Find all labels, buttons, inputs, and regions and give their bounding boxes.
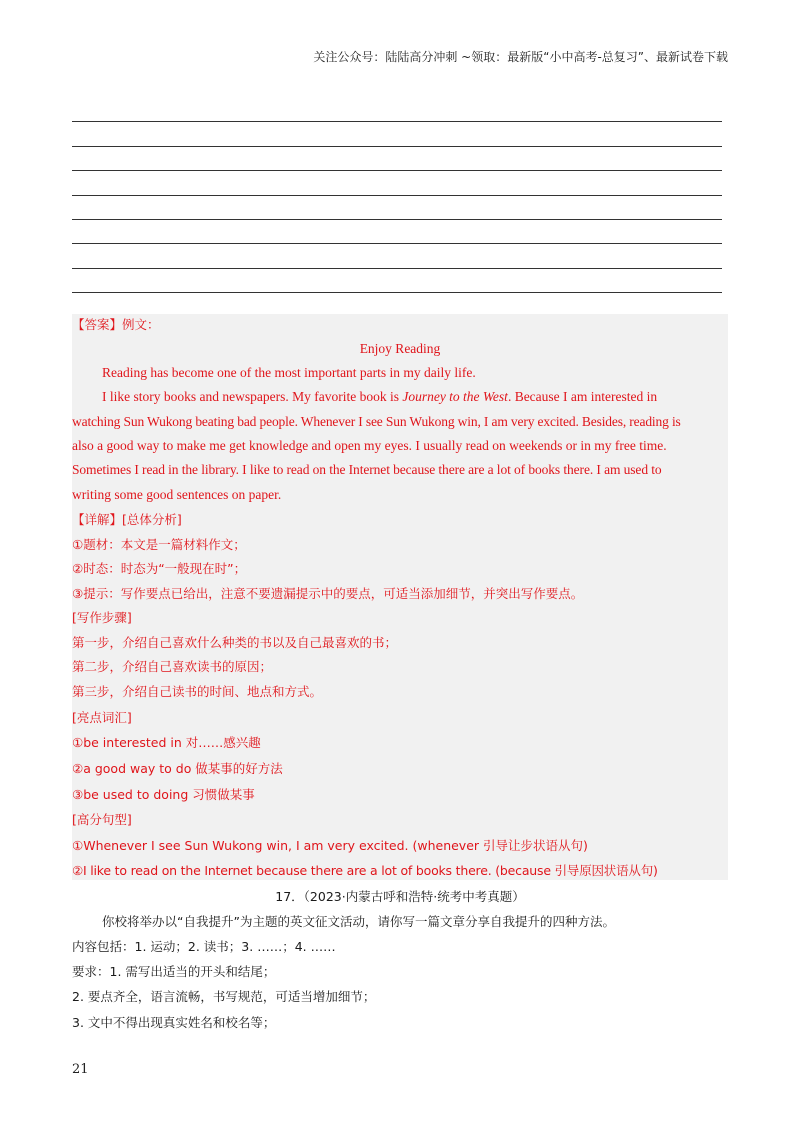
writing-line (72, 147, 722, 171)
writing-line (72, 171, 722, 195)
answer-label: 【答案】例文： (72, 317, 160, 332)
essay-paragraph-2-line-2: watching Sun Wukong beating bad people. Whenever I see Sun Wukong win, I am very excited. Besides, reading is (72, 414, 681, 429)
essay-paragraph-2-line-5: writing some good sentences on paper. (72, 487, 282, 502)
essay-paragraph-2-line-1 (72, 389, 728, 405)
writing-line (72, 269, 722, 293)
vocab-item: ③be used to doing 习惯做某事 (72, 787, 255, 802)
analysis-item: ③提示：写作要点已给出，注意不要遗漏提示中的要点，可适当添加细节，并突出写作要点。 (72, 586, 584, 601)
detail-label: 【详解】[总体分析] (72, 512, 182, 527)
step-item: 第一步，介绍自己喜欢什么种类的书以及自己最喜欢的书； (72, 635, 398, 650)
essay-paragraph-1: Reading has become one of the most important parts in my daily life. (102, 365, 476, 380)
sentence-item: ①Whenever I see Sun Wukong win, I am very excited. (whenever 引导让步状语从句) (72, 838, 588, 853)
question-heading: 17．（2023·内蒙古呼和浩特·统考中考真题） (275, 889, 525, 904)
page-header: 关注公众号：陆陆高分冲刺 ~领取：最新版“小中高考-总复习”、最新试卷下载 (313, 50, 728, 64)
writing-line (72, 98, 722, 122)
essay-title: Enjoy Reading (359, 341, 441, 356)
essay-text: I like story books and newspapers. My favorite book is (102, 389, 403, 404)
page-number: 21 (72, 1062, 89, 1077)
vocab-item: ②a good way to do 做某事的好方法 (72, 761, 283, 776)
step-item: 第三步，介绍自己读书的时间、地点和方式。 (72, 684, 323, 699)
analysis-item: ②时态：时态为“一般现在时”； (72, 561, 247, 576)
analysis-item: ①题材：本文是一篇材料作文； (72, 537, 246, 552)
book-title: Journey to the West (402, 389, 508, 404)
steps-label: [写作步骤] (72, 610, 132, 625)
essay-text: . Because I am interested in (507, 389, 658, 404)
essay-paragraph-2-line-4: Sometimes I read in the library. I like to read on the Internet because there are a lot of books there. I am used to (72, 462, 662, 477)
question-prompt: 你校将举办以“自我提升”为主题的英文征文活动，请你写一篇文章分享自我提升的四种方法。 (102, 914, 615, 929)
writing-line (72, 196, 722, 220)
question-content: 内容包括：1. 运动；2. 读书；3. ……；4. …… (72, 939, 336, 954)
question-requirement: 要求：1. 需写出适当的开头和结尾； (72, 964, 276, 979)
writing-lines (72, 98, 722, 293)
question-requirement: 2. 要点齐全，语言流畅，书写规范，可适当增加细节； (72, 989, 376, 1004)
writing-line (72, 220, 722, 244)
step-item: 第二步，介绍自己喜欢读书的原因； (72, 659, 273, 674)
writing-line (72, 122, 722, 146)
vocab-label: [亮点词汇] (72, 710, 132, 725)
question-requirement: 3. 文中不得出现真实姓名和校名等； (72, 1015, 276, 1030)
writing-line (72, 244, 722, 268)
vocab-item: ①be interested in 对……感兴趣 (72, 735, 261, 750)
essay-paragraph-2-line-3: also a good way to make me get knowledge and open my eyes. I usually read on weekends or in my free time. (72, 438, 667, 453)
sentence-item: ②I like to read on the Internet because there are a lot of books there. (because 引导原因状语从句) (72, 863, 658, 878)
sentence-label: [高分句型] (72, 812, 132, 827)
